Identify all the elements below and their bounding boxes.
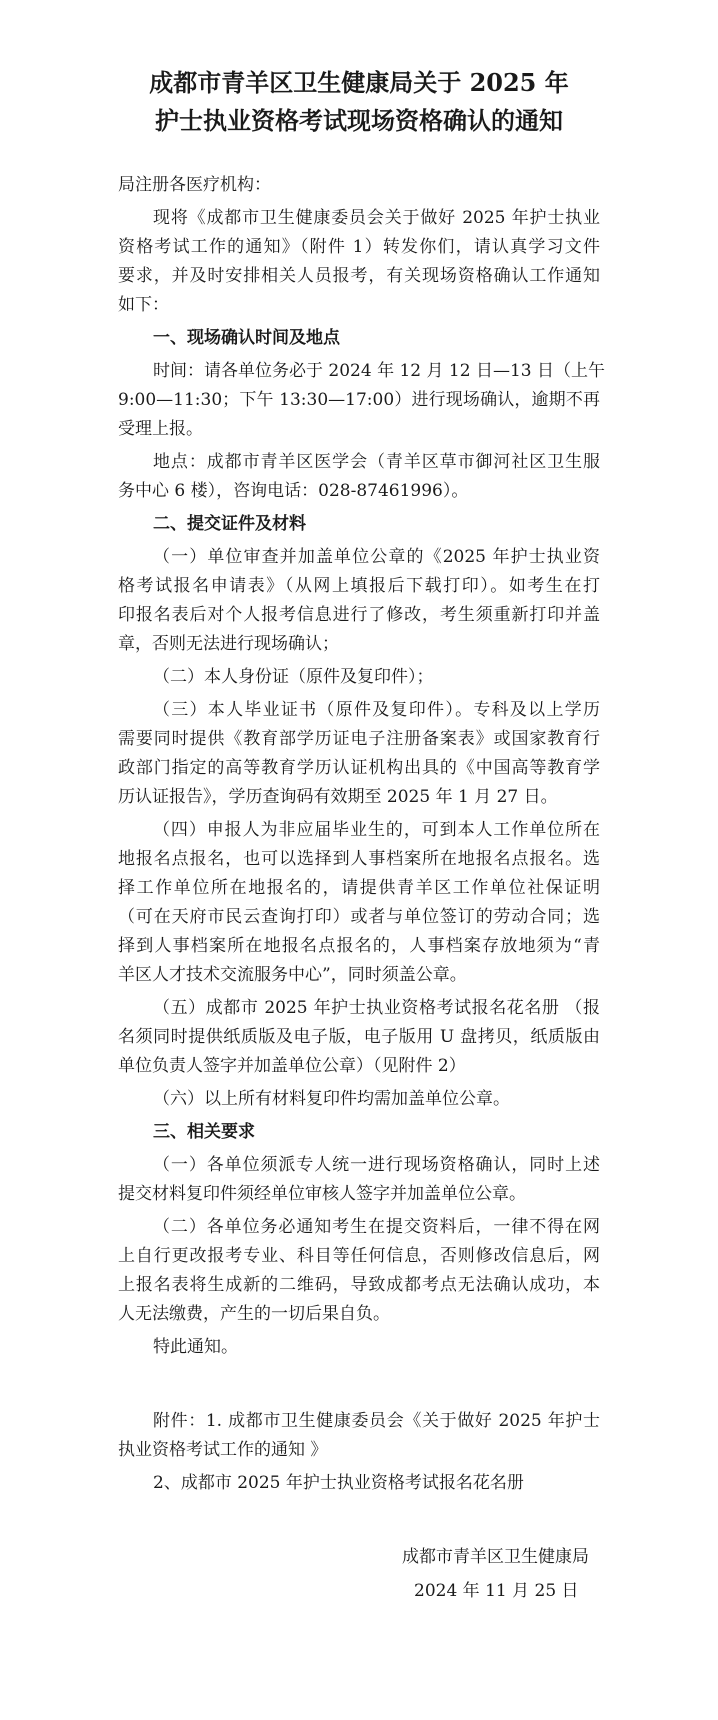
body-line: 历认证报告》，学历查询码有效期至 2025 年 1 月 27 日。 [118,787,558,807]
body-line: 提交材料复印件须经单位审核人签字并加盖单位公章。 [118,1184,526,1204]
body-line: 单位负责人签字并加盖单位公章）（见附件 2） [118,1056,466,1076]
body-line: 需要同时提供《教育部学历证电子注册备案表》或国家教育行 [118,729,600,749]
attachment-line: 2、成都市 2025 年护士执业资格考试报名花名册 [153,1473,524,1493]
document-title-line-2: 护士执业资格考试现场资格确认的通知 [155,106,563,135]
body-line: 格考试报名申请表》（从网上填报后下载打印）。如考生在打 [118,576,600,596]
body-line: 上报名表将生成新的二维码，导致成都考点无法确认成功，本 [118,1275,600,1295]
body-line: 名须同时提供纸质版及电子版，电子版用 U 盘拷贝，纸质版由 [118,1027,600,1047]
attachment-line: 执业资格考试工作的通知 》 [118,1440,328,1460]
body-line: 资格考试工作的通知》（附件 1）转发你们，请认真学习文件 [118,237,600,257]
body-line: （一）各单位须派专人统一进行现场资格确认，同时上述 [153,1155,600,1175]
body-line: 人无法缴费，产生的一切后果自负。 [118,1304,390,1324]
body-line: （五）成都市 2025 年护士执业资格考试报名花名册 （报 [153,998,600,1018]
body-line: （四）申报人为非应届毕业生的，可到本人工作单位所在 [153,820,600,840]
section-heading: 一、现场确认时间及地点 [153,328,340,348]
body-line: 地点：成都市青羊区医学会（青羊区草市御河社区卫生服 [153,452,600,472]
body-line: （二）各单位务必通知考生在提交资料后，一律不得在网 [153,1217,600,1237]
body-line: 择到人事档案所在地报名点报名的，人事档案存放地须为“青 [118,936,600,956]
body-line: 政部门指定的高等教育学历认证机构出具的《中国高等教育学 [118,758,600,778]
body-line: 现将《成都市卫生健康委员会关于做好 2025 年护士执业 [153,208,600,228]
body-line: （可在天府市民云查询打印）或者与单位签订的劳动合同；选 [118,907,600,927]
body-line: （二）本人身份证（原件及复印件）； [153,667,434,687]
body-line: （一）单位审查并加盖单位公章的《2025 年护士执业资 [153,547,600,567]
body-line: 时间：请各单位务必于 2024 年 12 月 12 日—13 日（上午 [153,361,605,381]
body-line: 地报名点报名，也可以选择到人事档案所在地报名点报名。选 [118,849,600,869]
closing-line: 特此通知。 [153,1337,238,1357]
section-heading: 三、相关要求 [153,1122,255,1142]
attachment-line: 附件：1. 成都市卫生健康委员会《关于做好 2025 年护士 [153,1411,600,1431]
body-line: 上自行更改报考专业、科目等任何信息，否则修改信息后，网 [118,1246,600,1266]
body-line: 要求，并及时安排相关人员报考，有关现场资格确认工作通知 [118,266,600,286]
body-line: 择工作单位所在地报名的，请提供青羊区工作单位社保证明 [118,878,600,898]
salutation: 局注册各医疗机构： [118,175,271,195]
body-line: 印报名表后对个人报考信息进行了修改，考生须重新打印并盖 [118,605,600,625]
body-line: 章，否则无法进行现场确认； [118,634,339,654]
body-line: 如下： [118,295,169,315]
document-title-line-1: 成都市青羊区卫生健康局关于 2025 年 [149,68,569,97]
signature-date: 2024 年 11 月 25 日 [414,1581,579,1601]
body-line: （三）本人毕业证书（原件及复印件）。专科及以上学历 [153,700,600,720]
signature-organization: 成都市青羊区卫生健康局 [402,1547,589,1567]
body-line: 羊区人才技术交流服务中心”，同时须盖公章。 [118,965,467,985]
body-line: 受理上报。 [118,419,203,439]
body-line: （六）以上所有材料复印件均需加盖单位公章。 [153,1089,510,1109]
body-line: 务中心 6 楼），咨询电话：028-87461996）。 [118,481,469,501]
section-heading: 二、提交证件及材料 [153,514,306,534]
body-line: 9:00—11:30；下午 13:30—17:00）进行现场确认，逾期不再 [118,390,600,410]
